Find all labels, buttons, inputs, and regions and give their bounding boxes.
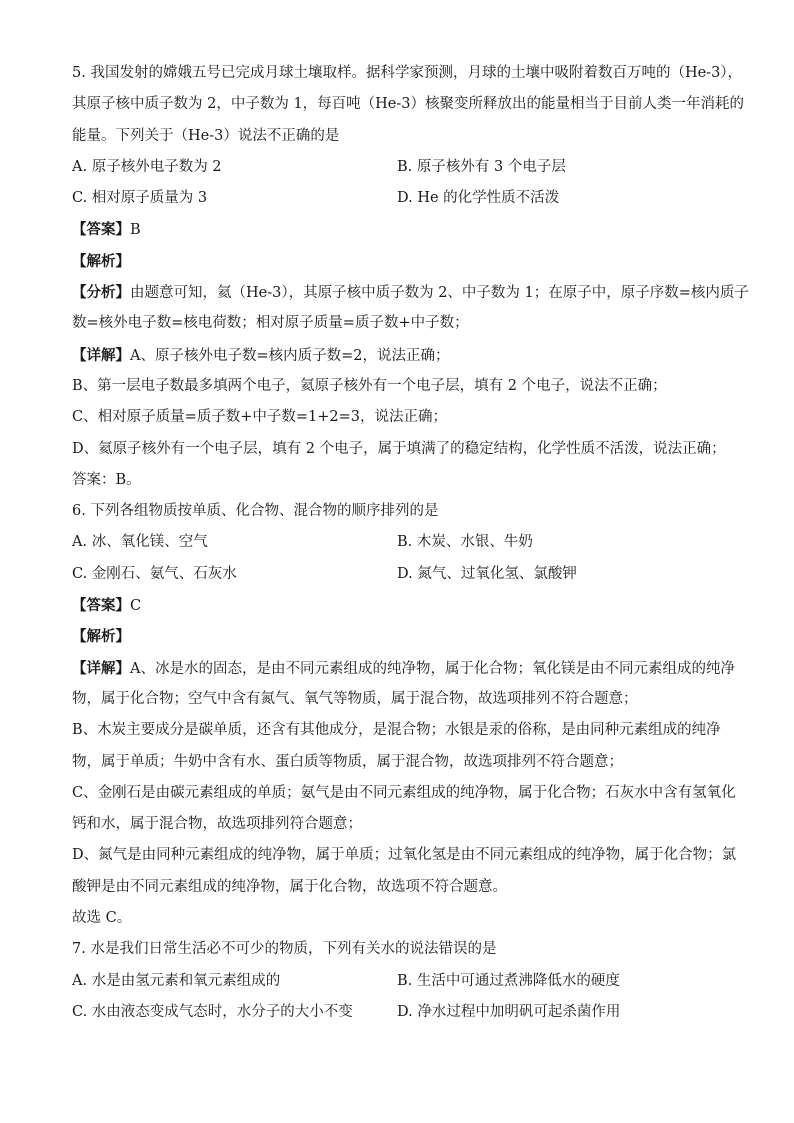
final-answer: 故选 C。: [72, 910, 132, 927]
options-row: [72, 527, 722, 558]
option-b: B. 木炭、水银、牛奶: [397, 534, 533, 551]
xiangjie-text: A、冰是水的固态，是由不同元素组成的纯净物，属于化合物；氧化镁是由不同元素组成的纯净: [130, 660, 735, 677]
fenxi-text: 由题意可知，氦（He-3），其原子核中质子数为 2、中子数为 1；在原子中，原子序数=核内质子: [130, 285, 749, 302]
option-b: B. 原子核外有 3 个电子层: [397, 158, 566, 175]
question-7: [72, 934, 722, 1028]
analysis-heading: [72, 246, 722, 277]
question-stem-line: 能量。下列关于（He-3）说法不正确的是: [72, 127, 340, 144]
option-a: A. 水是由氢元素和氧元素组成的: [72, 972, 281, 989]
final-answer: 答案：B。: [72, 471, 141, 488]
answer-line: [72, 214, 722, 245]
option-c: C. 相对原子质量为 3: [72, 190, 208, 207]
question-6: [72, 496, 737, 934]
xiangjie-line: D、氮气是由同种元素组成的纯净物，属于单质；过氧化氢是由不同元素组成的纯净物，属于化合物；氯: [72, 847, 737, 864]
option-d: D. He 的化学性质不活泼: [397, 190, 560, 207]
question-stem-line: 其原子核中质子数为 2，中子数为 1，每百吨（He-3）核聚变所释放出的能量相当于目前人类一年消耗的: [72, 96, 745, 113]
option-b: B. 生活中可通过煮沸降低水的硬度: [397, 972, 620, 989]
question-stem-line: 6. 下列各组物质按单质、化合物、混合物的顺序排列的是: [72, 503, 439, 520]
option-c: C. 金刚石、氨气、石灰水: [72, 565, 237, 582]
fenxi-label: 【分析】: [72, 284, 130, 302]
question-stem-line: 7. 水是我们日常生活必不可少的物质，下列有关水的说法错误的是: [72, 941, 497, 958]
option-a: A. 原子核外电子数为 2: [72, 158, 222, 175]
analysis-heading: [72, 621, 722, 652]
analysis-label: 【解析】: [72, 628, 130, 646]
option-c: C. 水由液态变成气态时，水分子的大小不变: [72, 1003, 353, 1020]
options-row: [72, 966, 722, 997]
xiangjie-text: A、原子核外电子数=核内质子数=2，说法正确；: [130, 347, 450, 364]
answer-value: B: [130, 222, 141, 239]
option-d: D. 净水过程中加明矾可起杀菌作用: [397, 1003, 621, 1020]
options-row: [72, 559, 722, 590]
answer-line: [72, 590, 722, 621]
question-stem-line: 5. 我国发射的嫦娥五号已完成月球土壤取样。据科学家预测，月球的土壤中吸附着数百万吨的（He-3），: [72, 65, 743, 81]
xiangjie-line: B、木炭主要成分是碳单质，还含有其他成分，是混合物；水银是汞的俗称，是由同种元素组成的纯净: [72, 722, 721, 739]
answer-label: 【答案】: [72, 597, 130, 615]
xiangjie-line: D、氦原子核外有一个电子层，填有 2 个电子，属于填满了的稳定结构，化学性质不活泼，说法正确；: [72, 440, 726, 457]
analysis-label: 【解析】: [72, 252, 130, 270]
xiangjie-line: C、金刚石是由碳元素组成的单质；氨气是由不同元素组成的纯净物，属于化合物；石灰水中含有氢氧化: [72, 784, 736, 801]
xiangjie-line: 钙和水，属于混合物，故选项排列符合题意；: [72, 816, 362, 833]
xiangjie-label: 【详解】: [72, 659, 130, 677]
question-5: [72, 58, 749, 496]
options-row: [72, 997, 722, 1028]
fenxi-line: [72, 277, 749, 308]
options-row: [72, 152, 722, 183]
xiangjie-line: 物，属于单质；牛奶中含有水、蛋白质等物质，属于混合物，故选项排列不符合题意；: [72, 753, 623, 770]
option-a: A. 冰、氧化镁、空气: [72, 534, 208, 551]
xiangjie-line: 物，属于化合物；空气中含有氮气、氧气等物质，属于混合物，故选项排列不符合题意；: [72, 690, 638, 707]
xiangjie-line: [72, 340, 722, 371]
xiangjie-line: B、第一层电子数最多填两个电子，氦原子核外有一个电子层，填有 2 个电子，说法不正确；: [72, 377, 667, 394]
fenxi-line: 数=核外电子数=核电荷数；相对原子质量=质子数+中子数；: [72, 315, 469, 332]
options-row: [72, 183, 722, 214]
xiangjie-line: C、相对原子质量=质子数+中子数=1+2=3，说法正确；: [72, 409, 448, 426]
xiangjie-line: [72, 653, 735, 684]
answer-label: 【答案】: [72, 221, 130, 239]
answer-value: C: [130, 598, 142, 615]
xiangjie-label: 【详解】: [72, 346, 130, 364]
option-d: D. 氮气、过氧化氢、氯酸钾: [397, 565, 577, 582]
xiangjie-line: 酸钾是由不同元素组成的纯净物，属于化合物，故选项不符合题意。: [72, 878, 507, 895]
document-page: [72, 58, 749, 1028]
